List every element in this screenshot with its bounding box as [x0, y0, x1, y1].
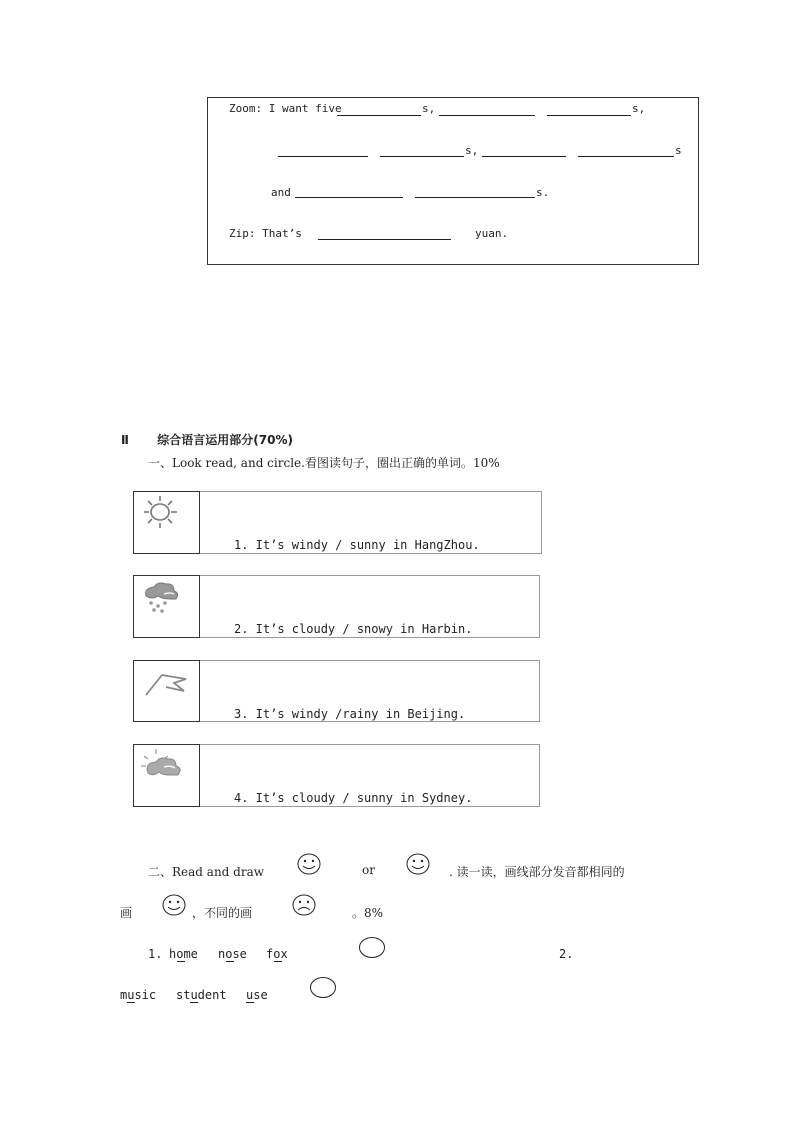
suffix-5: s.	[536, 186, 550, 199]
q1-answer-circle[interactable]	[358, 936, 386, 959]
q1-number: 1.	[148, 947, 163, 961]
q1-word-2: nose	[218, 947, 247, 961]
part2-instruction-tail: . 读一读，画线部分发音都相同的	[449, 865, 625, 879]
blank-10[interactable]	[318, 239, 451, 240]
q2-answer-circle[interactable]	[309, 976, 337, 999]
part2-intro: 二、Read and draw	[148, 865, 265, 879]
section-title: 综合语言运用部分(70%)	[157, 433, 293, 447]
line2-suffix: 。8%	[352, 906, 384, 920]
line1-prefix: Zoom: I want five	[229, 102, 342, 115]
sentence-3: 3. It’s windy /rainy in Beijing.	[234, 707, 466, 721]
or-label: or	[362, 863, 375, 877]
weather-image-1	[133, 491, 200, 554]
blank-2[interactable]	[439, 115, 535, 116]
line3-prefix: and	[271, 186, 291, 199]
blank-5[interactable]	[380, 156, 464, 157]
smiley-face-icon	[296, 852, 322, 876]
sad-face-icon	[291, 893, 317, 917]
q1-underline-1	[177, 961, 185, 962]
blank-1[interactable]	[337, 115, 421, 116]
q2-number: 2.	[559, 947, 574, 961]
q1-underline-3	[274, 961, 282, 962]
q2-word-2: student	[176, 988, 227, 1002]
q2-underline-2	[190, 1002, 198, 1003]
q1-word-1: home	[169, 947, 198, 961]
smiley-face-icon-2	[405, 852, 431, 876]
q1-word-3: fox	[266, 947, 288, 961]
section-numeral: Ⅱ	[121, 433, 129, 447]
q2-underline-1	[127, 1002, 135, 1003]
weather-image-3	[133, 660, 200, 722]
weather-image-2	[133, 575, 200, 638]
part1-instruction: 一、Look read, and circle.看图读句子，圈出正确的单词。10%	[148, 456, 500, 470]
sentence-4: 4. It’s cloudy / sunny in Sydney.	[234, 791, 473, 805]
blank-7[interactable]	[578, 156, 674, 157]
line2-middle: ，不同的画	[192, 906, 253, 920]
q1-underline-2	[226, 961, 234, 962]
q2-word-1: music	[120, 988, 157, 1002]
blank-9[interactable]	[415, 197, 535, 198]
q2-word-3: use	[246, 988, 268, 1002]
suffix-2: s,	[632, 102, 646, 115]
blank-6[interactable]	[482, 156, 566, 157]
blank-4[interactable]	[278, 156, 368, 157]
wind-flag-icon	[134, 661, 199, 721]
line4-suffix: yuan.	[475, 227, 509, 240]
line4-prefix: Zip: That’s	[229, 227, 302, 240]
section-heading	[121, 431, 293, 448]
snow-cloud-icon	[134, 576, 199, 637]
line2-prefix: 画	[120, 906, 133, 920]
blank-3[interactable]	[547, 115, 631, 116]
sentence-2: 2. It’s cloudy / snowy in Harbin.	[234, 622, 473, 636]
q2-underline-3	[246, 1002, 254, 1003]
fill-line-1	[229, 102, 342, 115]
suffix-1: s,	[422, 102, 436, 115]
sun-icon	[134, 492, 199, 553]
suffix-3: s,	[465, 144, 479, 157]
blank-8[interactable]	[295, 197, 403, 198]
smiley-face-icon-3	[161, 893, 187, 917]
suffix-4: s	[675, 144, 682, 157]
weather-image-4	[133, 744, 200, 807]
sun-cloud-icon	[134, 745, 199, 806]
sentence-1: 1. It’s windy / sunny in HangZhou.	[234, 538, 480, 552]
